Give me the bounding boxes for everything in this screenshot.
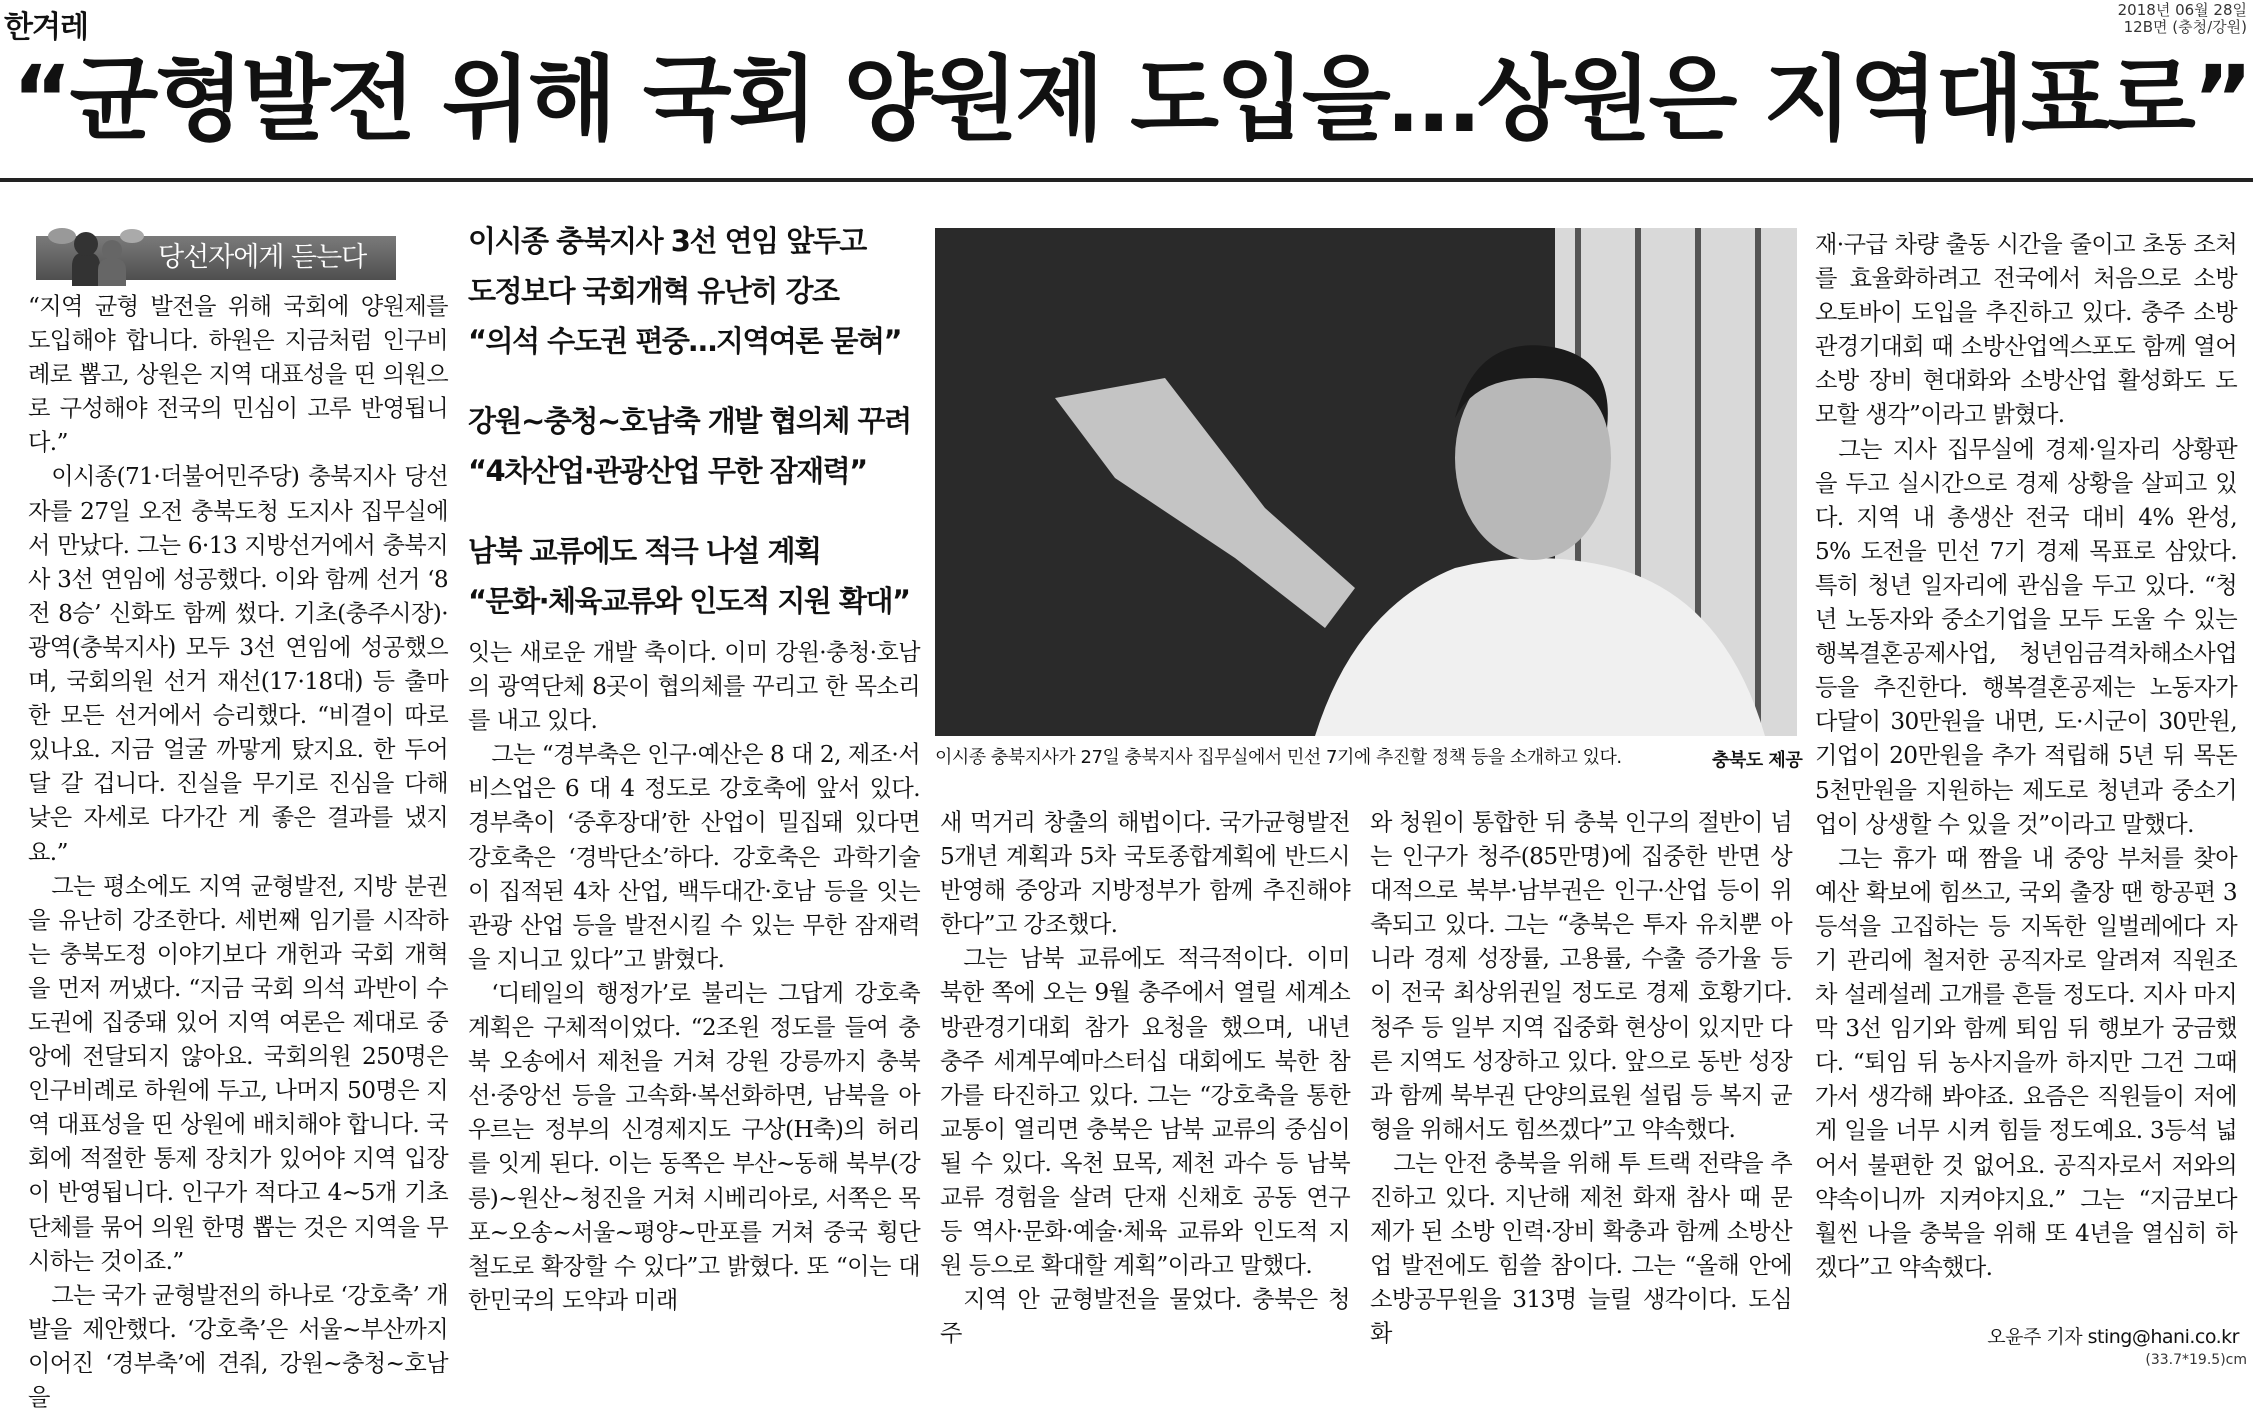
- paragraph: 이시종(71·더불어민주당) 충북지사 당선자를 27일 오전 충북도청 도지사 집무실에서 만났다. 그는 6·13 지방선거에서 충북지사 3선 연임에 성공했다. 이와 함께 선거 ‘8전 8승’ 신화도 함께 썼다. 기초(충주시장)·광역(충북지사) 모두 3선 연임에 성공했으며, 국회의원 선거 재선(17·18대) 등 출마한 모든 선거에서 승리했다. “비결이 따로 있나요. 지금 얼굴 까맣게 탔지요. 한 두어달 갈 겁니다. 진실을 무기로 진심을 다해 낮은 자세로 다가간 게 좋은 결과를 냈지요.”: [28, 463, 448, 866]
- photo-caption: 이시종 충북지사가 27일 충북지사 집무실에서 민선 7기에 추진할 정책 등을 소개하고 있다.: [935, 747, 1622, 768]
- article-column-5: [1815, 228, 2237, 1285]
- paragraph: 새 먹거리 창출의 해법이다. 국가균형발전 5개년 계획과 5차 국토종합계획에 반드시 반영해 중앙과 지방정부가 함께 추진해야 한다”고 강조했다.: [940, 809, 1350, 939]
- article-column-3: [940, 806, 1350, 1352]
- subhead: “의석 수도권 편중…지역여론 묻혀”: [468, 324, 902, 358]
- paragraph: 그는 국가 균형발전의 하나로 ‘강호축’ 개발을 제안했다. ‘강호축’은 서울~부산까지 이어진 ‘경부축’에 견줘, 강원~충청~호남을: [28, 1281, 448, 1411]
- series-badge-label: 당선자에게 듣는다: [158, 242, 367, 273]
- page-section: 12B면 (충청/강원): [2123, 18, 2247, 36]
- paragraph: 와 청원이 통합한 뒤 충북 인구의 절반이 넘는 인구가 청주(85만명)에 집중한 반면 상대적으로 북부·남부권은 인구·산업 등이 위축되고 있다. 그는 “충북은 투자 유치뿐 아니라 경제 성장률, 고용률, 수출 증가율 등이 전국 최상위권일 정도로 경제 호황기다. 청주 등 일부 지역 집중화 현상이 있지만 다른 지역도 성장하고 있다. 앞으로 동반 성장과 함께 북부권 단양의료원 설립 등 복지 균형을 위해서도 힘쓰겠다”고 약속했다.: [1370, 809, 1792, 1143]
- paragraph: 그는 지사 집무실에 경제·일자리 상황판을 두고 실시간으로 경제 상황을 살피고 있다. 지역 내 총생산 전국 대비 4% 완성, 5% 도전을 민선 7기 경제 목표로 삼았다. 특히 청년 일자리에 관심을 두고 있다. “청년 노동자와 중소기업을 모두 도울 수 있는 행복결혼공제사업, 청년임금격차해소사업 등을 추진한다. 행복결혼공제는 노동자가 다달이 30만원을 내면, 도·시군이 30만원, 기업이 20만원을 추가 적립해 5년 뒤 목돈 5천만원을 지원하는 제도로 청년과 중소기업이 상생할 수 있을 것”이라고 말했다.: [1815, 435, 2237, 838]
- paragraph: 잇는 새로운 개발 축이다. 이미 강원·충청·호남의 광역단체 8곳이 협의체를 꾸리고 한 목소리를 내고 있다.: [468, 639, 920, 735]
- size-note: (33.7*19.5)cm: [2145, 1352, 2247, 1368]
- subhead: 강원~충청~호남축 개발 협의체 꾸려: [468, 404, 911, 438]
- paragraph: 그는 평소에도 지역 균형발전, 지방 분권을 유난히 강조한다. 세번째 임기를 시작하는 충북도정 이야기보다 개헌과 국회 개혁을 먼저 꺼냈다. “지금 국회 의석 과반이 수도권에 집중돼 있어 지역 여론은 제대로 중앙에 전달되지 않아요. 국회의원 250명은 인구비례로 하원에 두고, 나머지 50명은 지역 대표성을 띤 상원에 배치해야 합니다. 국회에 적절한 통제 장치가 있어야 지역 입장이 반영됩니다. 인구가 적다고 4~5개 기초단체를 묶어 의원 한명 뽑는 것은 지역을 무시하는 것이죠.”: [28, 872, 448, 1275]
- paragraph: ‘디테일의 행정가’로 불리는 그답게 강호축 계획은 구체적이었다. “2조원 정도를 들여 충북 오송에서 제천을 거쳐 강원 강릉까지 충북선·중앙선 등을 고속화·복선화하면, 남북을 아우르는 정부의 신경제지도 구상(H축)의 허리를 잇게 된다. 이는 동쪽은 부산~동해 북부(강릉)~원산~청진을 거쳐 시베리아로, 서쪽은 목포~오송~서울~평양~만포를 거쳐 중국 횡단철도로 확장할 수 있다”고 밝혔다. 또 “이는 대한민국의 도약과 미래: [468, 979, 920, 1314]
- series-badge: [36, 226, 396, 286]
- article-photo: [935, 228, 1797, 736]
- paragraph: 그는 남북 교류에도 적극적이다. 이미 북한 쪽에 오는 9월 충주에서 열릴 세계소방관경기대회 참가 요청을 했으며, 내년 충주 세계무예마스터십 대회에도 북한 참가를 타진하고 있다. 그는 “강호축을 통한 교통이 열리면 충북은 남북 교류의 중심이 될 수 있다. 옥천 묘목, 제천 과수 등 남북 교류 경험을 살려 단재 신채호 공동 연구 등 역사·문화·예술·체육 교류와 인도적 지원 등으로 확대할 계획”이라고 말했다.: [940, 945, 1350, 1280]
- paragraph: 재·구급 차량 출동 시간을 줄이고 초동 조처를 효율화하려고 전국에서 처음으로 소방 오토바이 도입을 추진하고 있다. 충주 소방관경기대회 때 소방산업엑스포도 함께 열어 소방 장비 현대화와 소방산업 활성화도 도모할 생각”이라고 밝혔다.: [1815, 231, 2237, 429]
- article-column-4: [1370, 806, 1792, 1352]
- paragraph: “지역 균형 발전을 위해 국회에 양원제를 도입해야 합니다. 하원은 지금처럼 인구비례로 뽑고, 상원은 지역 대표성을 띤 의원으로 구성해야 전국의 민심이 고루 반영됩니다.”: [28, 293, 448, 457]
- subhead: “문화·체육교류와 인도적 지원 확대”: [468, 584, 910, 618]
- paragraph: 그는 안전 충북을 위해 투 트랙 전략을 추진하고 있다. 지난해 제천 화재 참사 때 문제가 된 소방 인력·장비 확충과 함께 소방산업 발전에도 힘쓸 참이다. 그는 “올해 안에 소방공무원을 313명 늘릴 생각이다. 도심 화: [1370, 1149, 1792, 1348]
- subhead: 도정보다 국회개혁 유난히 강조: [468, 274, 839, 308]
- headline-rule: [0, 178, 2253, 182]
- paragraph: 지역 안 균형발전을 물었다. 충북은 청주: [940, 1286, 1350, 1348]
- subhead: 남북 교류에도 적극 나설 계획: [468, 534, 821, 568]
- issue-date: 2018년 06월 28일: [2117, 1, 2247, 19]
- byline: 오윤주 기자 sting@hani.co.kr: [1987, 1326, 2239, 1348]
- masthead-logo: 한겨레: [4, 10, 88, 45]
- portrait-image: [935, 228, 1797, 736]
- paragraph: 그는 휴가 때 짬을 내 중앙 부처를 찾아 예산 확보에 힘쓰고, 국외 출장 땐 항공편 3등석을 고집하는 등 지독한 일벌레에다 자기 관리에 철저한 공직자로 알려져 직원조차 설레설레 고개를 흔들 정도다. 지사 마지막 3선 임기와 함께 퇴임 뒤 행보가 궁금했다. “퇴임 뒤 농사지을까 하지만 그건 그때 가서 생각해 봐야죠. 요즘은 직원들이 저에게 일을 너무 시켜 힘들 정도예요. 3등석 넓어서 불편한 것 없어요. 공직자로서 저와의 약속이니까 지켜야지요.” 그는 “지금보다 훨씬 나을 충북을 위해 또 4년을 열심히 하겠다”고 약속했다.: [1815, 844, 2237, 1281]
- headline: “균형발전 위해 국회 양원제 도입을…상원은 지역대표로”: [12, 46, 2251, 153]
- people-icon: [42, 226, 152, 286]
- article-column-1: [28, 290, 448, 1415]
- paragraph: 그는 “경부축은 인구·예산은 8 대 2, 제조·서비스업은 6 대 4 정도로 강호축에 앞서 있다. 경부축이 ‘중후장대’한 산업이 밀집돼 있다면 강호축은 ‘경박단소’하다. 강호축은 과학기술이 집적된 4차 산업, 백두대간·호남 등을 잇는 관광 산업 등을 발전시킬 수 있는 무한 잠재력을 지니고 있다”고 밝혔다.: [468, 741, 920, 973]
- photo-credit: 충북도 제공: [1712, 750, 1803, 771]
- article-column-2: [468, 636, 920, 1318]
- subheadlines: [468, 216, 928, 626]
- subhead: 이시종 충북지사 3선 연임 앞두고: [468, 224, 866, 258]
- subhead: “4차산업·관광산업 무한 잠재력”: [468, 454, 867, 488]
- issue-meta: [2118, 2, 2247, 36]
